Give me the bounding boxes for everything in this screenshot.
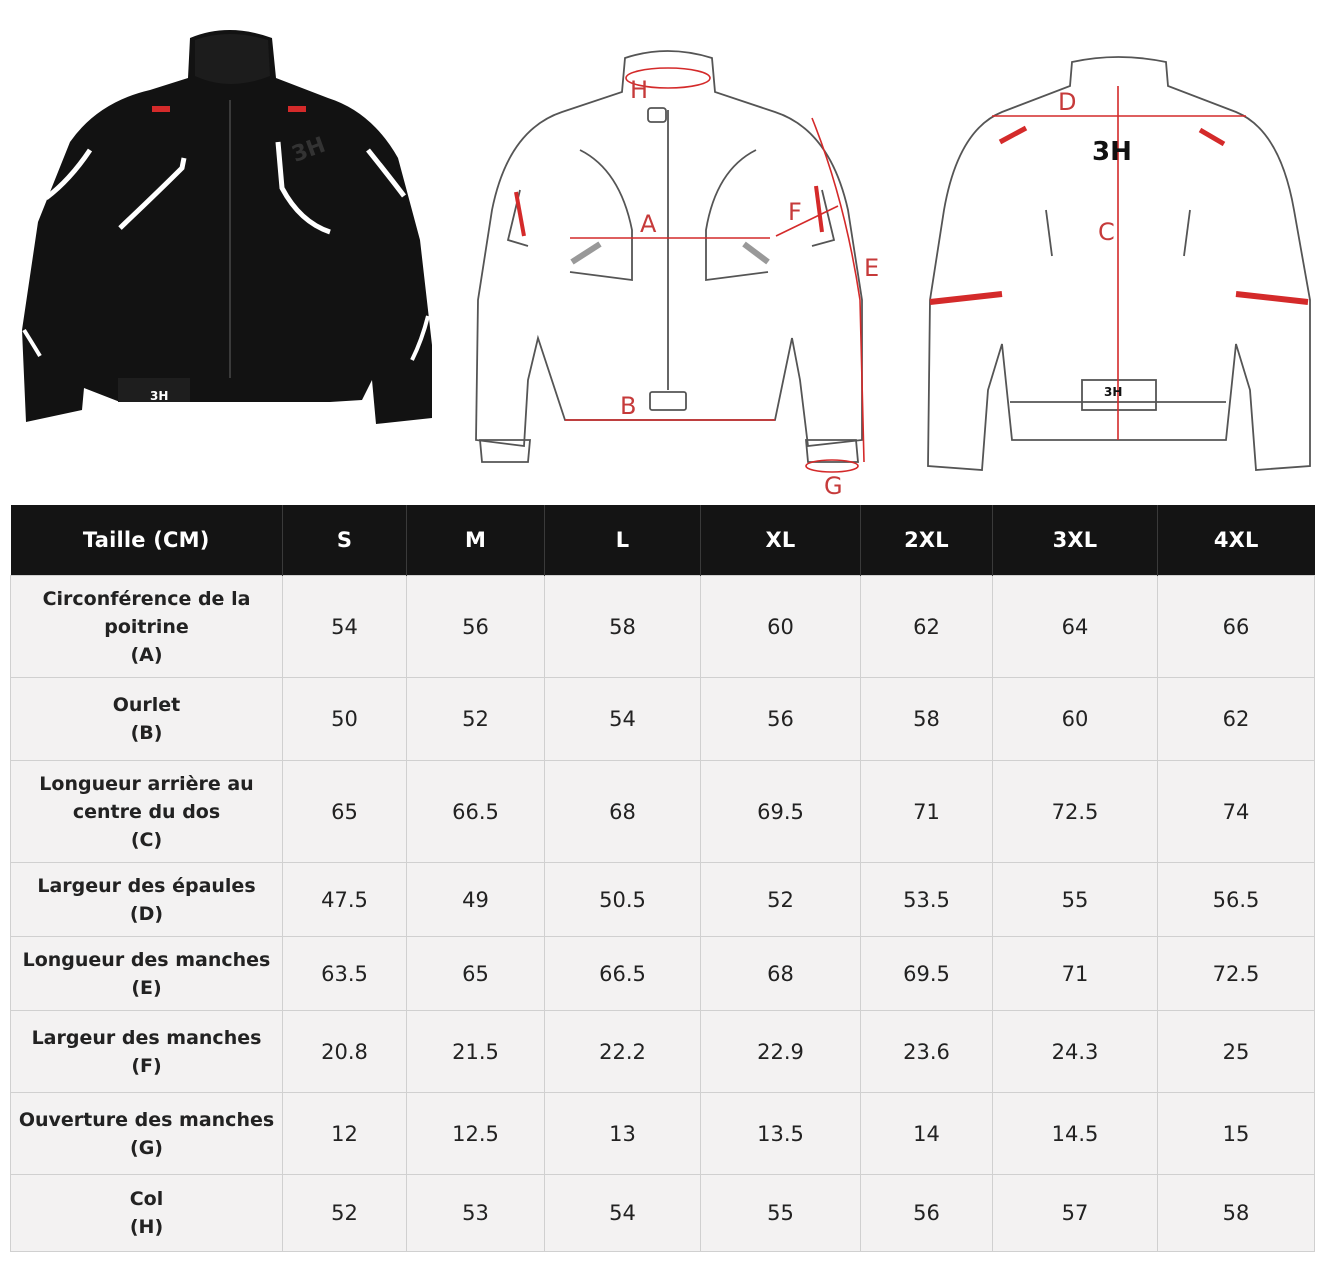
measure-label-a: A bbox=[640, 210, 657, 238]
table-cell: 52 bbox=[407, 678, 545, 761]
table-cell: 66.5 bbox=[407, 761, 545, 863]
table-cell: 72.5 bbox=[1158, 937, 1315, 1011]
table-cell: 58 bbox=[1158, 1175, 1315, 1252]
jacket-back-drawing bbox=[928, 57, 1310, 470]
table-row bbox=[11, 576, 1315, 678]
measure-label-b: B bbox=[620, 392, 637, 420]
measure-label-e: E bbox=[864, 254, 880, 282]
row-code: (G) bbox=[130, 1136, 163, 1159]
table-cell: 55 bbox=[701, 1175, 861, 1252]
table-header-row bbox=[11, 505, 1315, 576]
jacket-illustrations-svg bbox=[0, 0, 1326, 500]
row-code: (C) bbox=[130, 828, 163, 851]
table-cell: 62 bbox=[1158, 678, 1315, 761]
table-row bbox=[11, 937, 1315, 1011]
table-cell: 72.5 bbox=[993, 761, 1158, 863]
table-row bbox=[11, 1011, 1315, 1093]
header-size-l: L bbox=[545, 505, 701, 576]
table-cell: 22.9 bbox=[701, 1011, 861, 1093]
measure-label-f: F bbox=[788, 198, 802, 226]
table-cell: 12.5 bbox=[407, 1093, 545, 1175]
row-name: Largeur des épaules bbox=[37, 874, 256, 897]
table-cell: 56 bbox=[701, 678, 861, 761]
row-label-hem bbox=[11, 678, 283, 761]
table-cell: 22.2 bbox=[545, 1011, 701, 1093]
back-hem-logo: 3H bbox=[1104, 385, 1123, 399]
measure-label-g: G bbox=[824, 472, 843, 500]
table-cell: 49 bbox=[407, 863, 545, 937]
table-cell: 71 bbox=[861, 761, 993, 863]
photo-logo: 3H bbox=[150, 389, 169, 403]
table-cell: 24.3 bbox=[993, 1011, 1158, 1093]
row-label-chest bbox=[11, 576, 283, 678]
table-cell: 68 bbox=[701, 937, 861, 1011]
table-cell: 15 bbox=[1158, 1093, 1315, 1175]
table-cell: 64 bbox=[993, 576, 1158, 678]
table-cell: 65 bbox=[407, 937, 545, 1011]
row-name: Ouverture des manches bbox=[18, 1108, 275, 1131]
table-row bbox=[11, 1093, 1315, 1175]
table-cell: 20.8 bbox=[283, 1011, 407, 1093]
table-cell: 21.5 bbox=[407, 1011, 545, 1093]
row-name: Longueur arrière au centre du dos bbox=[39, 772, 254, 823]
table-cell: 54 bbox=[545, 1175, 701, 1252]
row-name: Circonférence de la poitrine bbox=[42, 587, 251, 638]
table-cell: 69.5 bbox=[701, 761, 861, 863]
row-code: (B) bbox=[130, 722, 163, 744]
table-cell: 25 bbox=[1158, 1011, 1315, 1093]
table-cell: 54 bbox=[545, 678, 701, 761]
row-name: Ourlet bbox=[112, 694, 181, 716]
row-code: (D) bbox=[129, 902, 164, 925]
header-size-3xl: 3XL bbox=[993, 505, 1158, 576]
jacket-illustrations bbox=[0, 0, 1326, 500]
header-size-xl: XL bbox=[701, 505, 861, 576]
table-cell: 62 bbox=[861, 576, 993, 678]
table-cell: 54 bbox=[283, 576, 407, 678]
row-label-sleeve-length bbox=[11, 937, 283, 1011]
table-cell: 58 bbox=[861, 678, 993, 761]
header-size-s: S bbox=[283, 505, 407, 576]
row-label-shoulder bbox=[11, 863, 283, 937]
table-cell: 53 bbox=[407, 1175, 545, 1252]
measure-label-c: C bbox=[1098, 218, 1115, 246]
table-cell: 50.5 bbox=[545, 863, 701, 937]
measure-label-d: D bbox=[1058, 88, 1077, 116]
table-cell: 68 bbox=[545, 761, 701, 863]
row-name: Col bbox=[129, 1188, 164, 1210]
row-code: (H) bbox=[129, 1216, 164, 1238]
table-cell: 55 bbox=[993, 863, 1158, 937]
back-logo: 3H bbox=[1092, 137, 1132, 167]
table-row bbox=[11, 761, 1315, 863]
photo-chest-logo: 3H bbox=[288, 132, 329, 168]
table-cell: 23.6 bbox=[861, 1011, 993, 1093]
table-cell: 58 bbox=[545, 576, 701, 678]
row-label-sleeve-opening bbox=[11, 1093, 283, 1175]
table-cell: 47.5 bbox=[283, 863, 407, 937]
table-cell: 57 bbox=[993, 1175, 1158, 1252]
table-cell: 53.5 bbox=[861, 863, 993, 937]
table-cell: 13 bbox=[545, 1093, 701, 1175]
size-chart-table bbox=[10, 505, 1315, 1252]
table-cell: 74 bbox=[1158, 761, 1315, 863]
table-cell: 65 bbox=[283, 761, 407, 863]
table-cell: 60 bbox=[993, 678, 1158, 761]
row-code: (A) bbox=[130, 643, 163, 666]
row-name: Largeur des manches bbox=[31, 1026, 262, 1049]
header-size-2xl: 2XL bbox=[861, 505, 993, 576]
row-label-sleeve-width bbox=[11, 1011, 283, 1093]
table-row bbox=[11, 678, 1315, 761]
row-code: (F) bbox=[131, 1054, 162, 1077]
table-cell: 52 bbox=[701, 863, 861, 937]
table-cell: 52 bbox=[283, 1175, 407, 1252]
header-size-4xl: 4XL bbox=[1158, 505, 1315, 576]
row-label-collar bbox=[11, 1175, 283, 1252]
table-cell: 66 bbox=[1158, 576, 1315, 678]
table-cell: 63.5 bbox=[283, 937, 407, 1011]
row-label-back-length bbox=[11, 761, 283, 863]
table-cell: 60 bbox=[701, 576, 861, 678]
table-cell: 66.5 bbox=[545, 937, 701, 1011]
table-cell: 14 bbox=[861, 1093, 993, 1175]
header-size-m: M bbox=[407, 505, 545, 576]
table-cell: 12 bbox=[283, 1093, 407, 1175]
table-cell: 71 bbox=[993, 937, 1158, 1011]
row-name: Longueur des manches bbox=[22, 948, 271, 971]
table-cell: 69.5 bbox=[861, 937, 993, 1011]
table-cell: 56 bbox=[407, 576, 545, 678]
table-cell: 56 bbox=[861, 1175, 993, 1252]
table-cell: 14.5 bbox=[993, 1093, 1158, 1175]
measure-label-h: H bbox=[630, 76, 649, 104]
table-row bbox=[11, 863, 1315, 937]
table-cell: 50 bbox=[283, 678, 407, 761]
header-size-label: Taille (CM) bbox=[11, 505, 283, 576]
jacket-front-drawing bbox=[476, 51, 862, 462]
table-row bbox=[11, 1175, 1315, 1252]
table-cell: 13.5 bbox=[701, 1093, 861, 1175]
row-code: (E) bbox=[131, 976, 162, 999]
table-cell: 56.5 bbox=[1158, 863, 1315, 937]
jacket-photo bbox=[22, 30, 432, 424]
